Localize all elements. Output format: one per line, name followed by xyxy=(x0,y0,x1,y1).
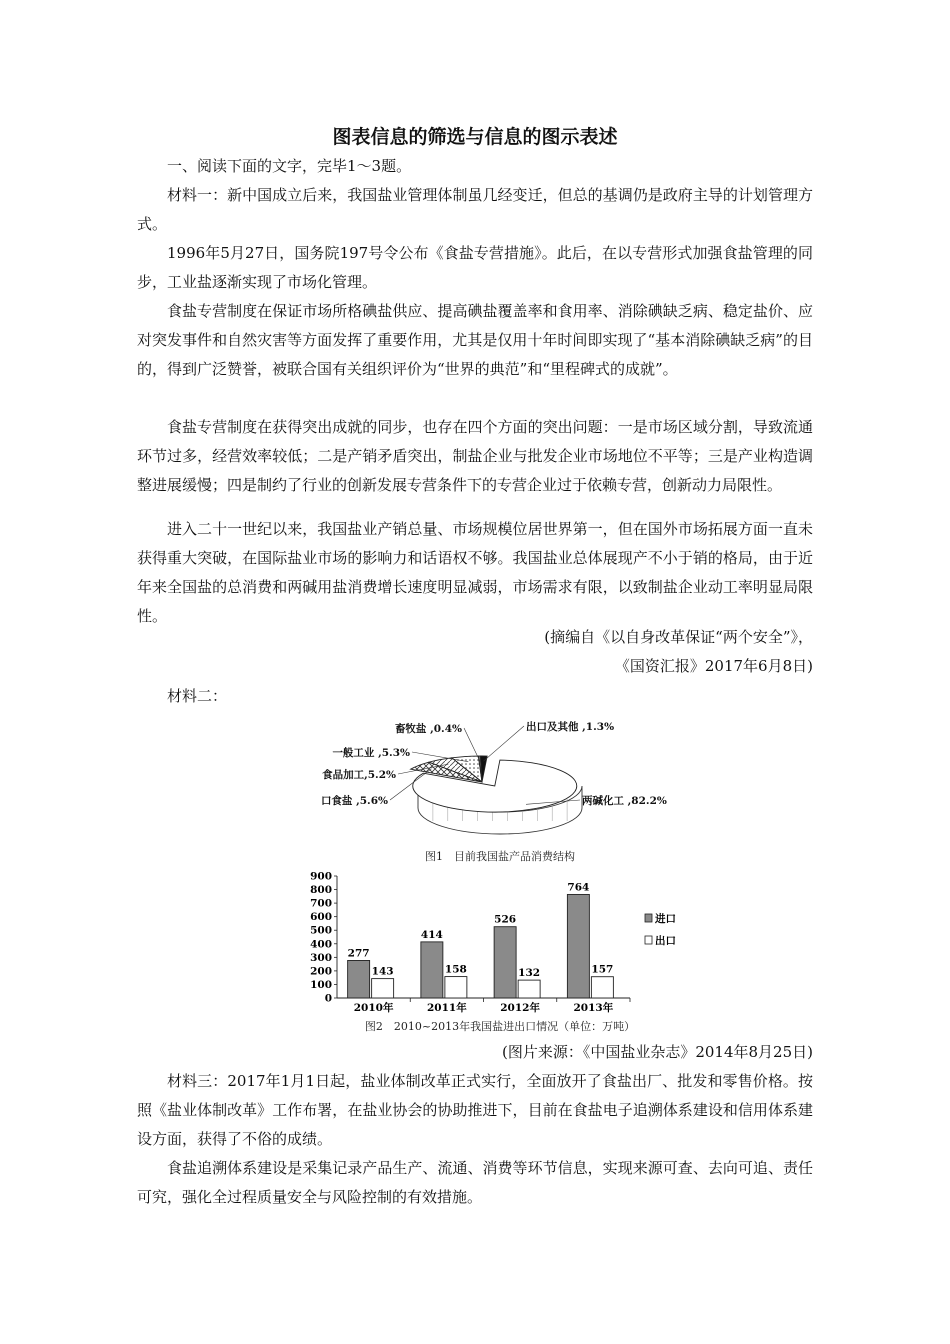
bar-value-label: 158 xyxy=(444,963,467,976)
bar-出口-2010年 xyxy=(372,979,394,998)
material1-paragraph-1: 材料一：新中国成立后来，我国盐业管理体制虽几经变迁，但总的基调仍是政府主导的计划管理方式。 xyxy=(137,186,813,233)
pie-leader-6 xyxy=(483,726,524,761)
bar-value-label: 764 xyxy=(567,881,590,894)
bar-出口-2012年 xyxy=(518,980,540,998)
material3-paragraph-2: 食盐追溯体系建设是采集记录产品生产、流通、消费等环节信息，实现来源可查、去向可追、责任可究，强化全过程质量安全与风险控制的有效措施。 xyxy=(137,1159,813,1206)
bar-value-label: 526 xyxy=(494,913,517,926)
pie-chart xyxy=(300,706,700,868)
x-tick-label: 2010年 xyxy=(353,1002,394,1014)
image-source: (图片来源：《中国盐业杂志》2014年8月25日) xyxy=(501,1043,813,1061)
y-tick-label: 800 xyxy=(310,884,332,897)
material1-paragraph-4: 食盐专营制度在获得突出成就的同步，也存在四个方面的突出问题：一是市场区域分割，导致流通环节过多，经营效率较低；二是产销矛盾突出，制盐企业与批发企业市场地位不平等；三是产业构造调整进展缓慢；四是制约了行业的创新发展专营条件下的专营企业过于依赖专营，创新动力局限性。 xyxy=(137,418,813,494)
bar-value-label: 132 xyxy=(518,967,541,980)
y-tick-label: 500 xyxy=(310,924,332,937)
material1-paragraph-5: 进入二十一世纪以来，我国盐业产销总量、市场规模位居世界第一，但在国外市场拓展方面一直未获得重大突破，在国际盐业市场的影响力和话语权不够。我国盐业总体展现产不小于销的格局，由于近年来全国盐的总消费和两碱用盐消费增长速度明显减弱，市场需求有限，以致制盐企业动工率明显局限性。 xyxy=(137,520,813,625)
pie-label-2: 口食盐 ,5.6% xyxy=(320,795,388,807)
pie-label-4: 一般工业 ,5.3% xyxy=(332,747,410,759)
bar-chart xyxy=(300,868,700,1020)
pie-label-1: 两碱化工 ,82.2% xyxy=(582,795,667,807)
y-tick-label: 900 xyxy=(310,870,332,883)
bar-进口-2011年 xyxy=(421,942,443,998)
pie-slice-6 xyxy=(480,756,487,782)
bar-value-label: 157 xyxy=(591,963,614,976)
legend-label: 进口 xyxy=(655,913,676,925)
legend-swatch xyxy=(645,914,652,922)
x-tick-label: 2011年 xyxy=(427,1002,467,1014)
material1-paragraph-3: 食盐专营制度在保证市场所格碘盐供应、提高碘盐覆盖率和食用率、消除碘缺乏病、稳定盐价、应对突发事件和自然灾害等方面发挥了重要作用，尤其是仅用十年时间即实现了“基本消除碘缺乏病”的目的，得到广泛赞誉，被联合国有关组织评价为“世界的典范”和“里程碑式的成就”。 xyxy=(137,302,813,378)
page-title: 图表信息的筛选与信息的图示表述 xyxy=(332,126,618,148)
bar-出口-2013年 xyxy=(591,977,613,998)
source-line-1: (摘编自《以自身改革保证“两个安全”》， xyxy=(544,628,813,646)
material1-paragraph-2: 1996年5月27日，国务院197号令公布《食盐专营措施》。此后，在以专营形式加强食盐管理的同步，工业盐逐渐实现了市场化管理。 xyxy=(137,244,813,291)
legend-swatch xyxy=(645,936,652,944)
y-tick-label: 0 xyxy=(324,992,332,1005)
bar-进口-2012年 xyxy=(494,927,516,998)
x-tick-label: 2013年 xyxy=(573,1002,614,1014)
pie-label-6: 出口及其他 ,1.3% xyxy=(526,721,615,733)
y-tick-label: 100 xyxy=(310,978,332,991)
figure1-caption: 图1 目前我国盐产品消费结构 xyxy=(425,850,575,863)
bar-value-label: 143 xyxy=(371,965,394,978)
bar-进口-2013年 xyxy=(567,894,589,998)
y-tick-label: 200 xyxy=(310,965,332,978)
pie-label-3: 食品加工,5.2% xyxy=(322,769,396,781)
material3-paragraph-1: 材料三：2017年1月1日起，盐业体制改革正式实行，全面放开了食盐出厂、批发和零售价格。按照《盐业体制改革》工作布署，在盐业协会的协助推进下，目前在食盐电子追溯体系建设和信用体系建设方面，获得了不俗的成绩。 xyxy=(137,1072,813,1148)
y-tick-label: 300 xyxy=(310,951,332,964)
section-heading: 一、阅读下面的文字，完毕1～3题。 xyxy=(167,157,412,175)
source-line-2: 《国资汇报》2017年6月8日) xyxy=(614,657,813,675)
pie-label-5: 畜牧盐 ,0.4% xyxy=(394,723,462,735)
y-tick-label: 400 xyxy=(310,938,332,951)
x-tick-label: 2012年 xyxy=(500,1002,540,1014)
figure2-caption: 图2 2010~2013年我国盐进出口情况（单位：万吨） xyxy=(364,1020,636,1033)
bar-value-label: 414 xyxy=(420,928,443,941)
material2-label: 材料二： xyxy=(167,687,228,705)
bar-进口-2010年 xyxy=(348,960,370,998)
y-tick-label: 700 xyxy=(310,897,332,910)
bar-出口-2011年 xyxy=(445,977,467,998)
bar-value-label: 277 xyxy=(347,947,370,960)
y-tick-label: 600 xyxy=(310,911,332,924)
legend-label: 出口 xyxy=(655,935,676,947)
